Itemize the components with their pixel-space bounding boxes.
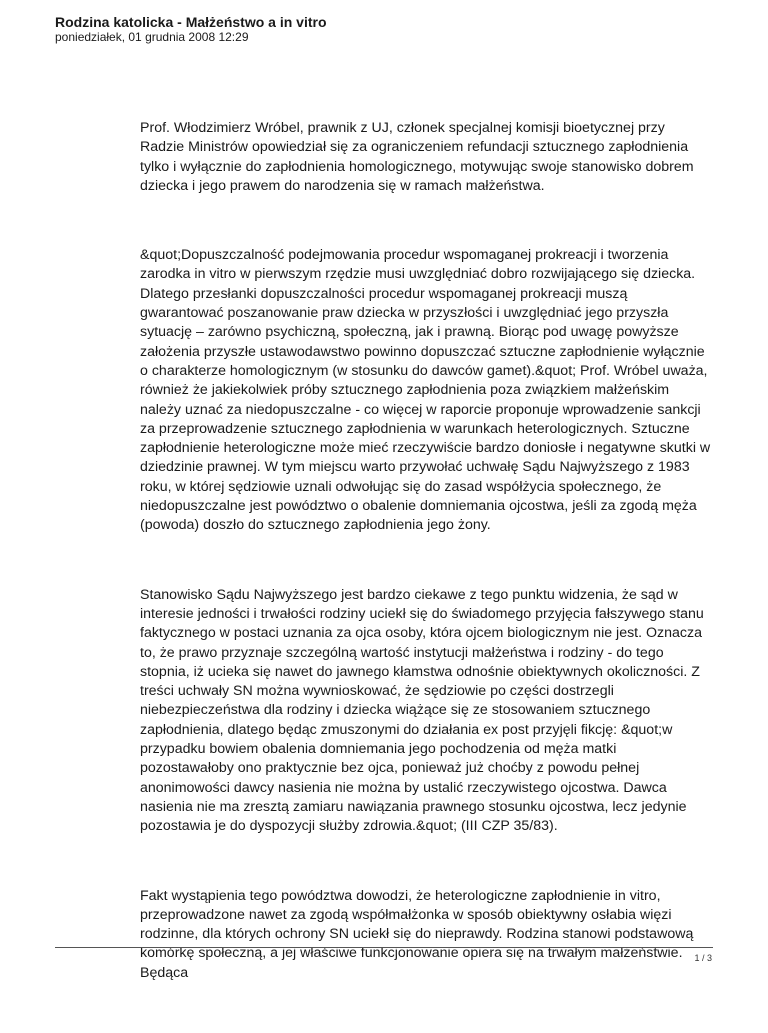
document-header — [55, 14, 327, 45]
paragraph-2: &quot;Dopuszczalność podejmowania procedur wspomaganej prokreacji i tworzenia zarodka in vitro w pierwszym rzędzie musi uwzględniać dobro rozwijającego się dziecka. Dlatego przesłanki dopuszczalności procedur wspomaganej prokreacji muszą gwarantować poszanowanie praw dziecka w przyszłości i uwzględniać jego przyszła sytuację – zarówno psychiczną, społeczną, jak i prawną. Biorąc pod uwagę powyższe założenia przyszłe ustawodawstwo powinno dopuszczać sztuczne zapłodnienie wyłącznie o charakterze homologicznym (w stosunku do dawców gamet).&quot; Prof. Wróbel uważa, również że jakiekolwiek próby sztucznego zapłodnienia poza związkiem małżeńskim należy uznać za niedopuszczalne - co więcej w raporcie proponuje wprowadzenie sankcji za przeprowadzenie sztucznego zapłodnienia w warunkach heterologicznych. Sztuczne zapłodnienie heterologiczne może mieć rzeczywiście bardzo doniosłe i negatywne skutki w dziedzinie prawnej. W tym miejscu warto przywołać uchwałę Sądu Najwyższego z 1983 roku, w której sędziowie uznali odwołując się do zasad współżycia społecznego, że niedopuszczalne jest powództwo o obalenie domniemania ojcostwa, jeśli za zgodą męża (powoda) doszło do sztucznego zapłodnienia jego żony. — [140, 247, 711, 534]
document-date: poniedziałek, 01 grudnia 2008 12:29 — [55, 30, 249, 44]
paragraph-3: Stanowisko Sądu Najwyższego jest bardzo ciekawe z tego punktu widzenia, że sąd w interesie jedności i trwałości rodziny uciekł się do świadomego przyjęcia fałszywego stanu faktycznego w postaci uznania za ojca osoby, która ojcem biologicznym nie jest. Oznacza to, że prawo przyznaje szczególną wartość instytucji małżeństwa i rodziny - do tego stopnia, iż ucieka się nawet do jawnego kłamstwa odnośnie obiektywnych okoliczności. Z treści uchwały SN można wywnioskować, że sędziowie po części dostrzegli niebezpieczeństwa dla rodziny i dziecka wiążące się ze stosowaniem sztucznego zapłodnienia, dlatego będąc zmuszonymi do działania ex post przyjęli fikcję: &quot;w przypadku bowiem obalenia domniemania jego pochodzenia od męża matki pozostawałoby ono praktycznie bez ojca, ponieważ już choćby z powodu pełnej anonimowości dawcy nasienia nie można by ustalić rzeczywistego ojcostwa. Dawca nasienia nie ma zresztą zamiaru nawiązania prawnego stosunku ojcostwa, lecz jedynie pozostawia je do dyspozycji służby zdrowia.&quot; (III CZP 35/83). — [140, 586, 704, 835]
article-body — [140, 119, 712, 1033]
paragraph-4: Fakt wystąpienia tego powództwa dowodzi, że heterologiczne zapłodnienie in vitro, przeprowadzone nawet za zgodą współmałżonka w sposób obiektywny osłabia więzi rodzinne, dla których ochrony SN uciekł się do nieprawdy. Rodzina stanowi podstawową komórkę społeczną, a jej właściwe funkcjonowanie opiera się na trwałym małżeństwie. Będąca — [140, 887, 694, 981]
document-title: Rodzina katolicka - Małżeństwo a in vitro — [55, 14, 327, 30]
paragraph-1: Prof. Włodzimierz Wróbel, prawnik z UJ, członek specjalnej komisji bioetycznej przy Radzie Ministrów opowiedział się za ograniczeniem refundacji sztucznego zapłodnienia tylko i wyłącznie do zapłodnienia homologicznego, motywując swoje stanowisko dobrem dziecka i jego prawem do narodzenia się w ramach małżeństwa. — [140, 120, 694, 194]
page-number: 1 / 3 — [694, 953, 712, 963]
footer-divider — [55, 947, 713, 948]
